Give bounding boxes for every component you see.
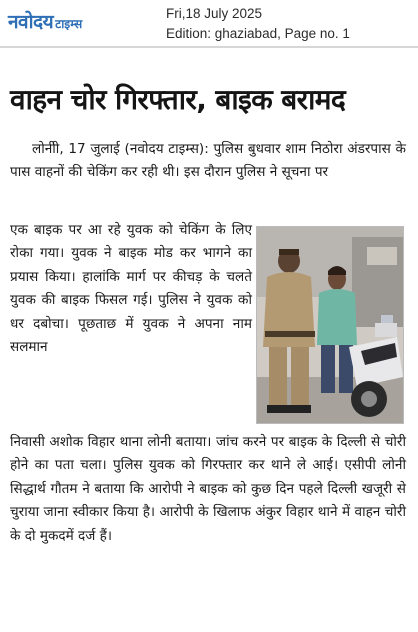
article-headline: वाहन चोर गिरफ्तार, बाइक बरामद xyxy=(10,83,346,116)
edition-info xyxy=(166,4,350,44)
masthead xyxy=(0,0,418,46)
article-paragraph-intro: लोनीी, 17 जुलाई (नवोदय टाइम्स): पुलिस बुधवार शाम निठोरा अंडरपास के पास वाहनों की चेकिंग कर रही थी। इस दौरान पुलिस ने सूचना पर xyxy=(10,141,406,181)
logo-sub-text: टाइम्स xyxy=(55,17,83,31)
logo-main-text: नवोदय xyxy=(8,11,54,33)
article-paragraph-beside-photo: एक बाइक पर आ रहे युवक को चेकिंग के लिए रोका गया। युवक ने बाइक मोड कर भागने का प्रयास किया। हालांकि मार्ग पर कीचड़ के चलते युवक की बाइक फिसल गई। पुलिस ने युवक को धर दबोचा। पूछताछ में युवक ने अपना नाम सलमान xyxy=(10,222,252,356)
edition-page: Edition: ghaziabad, Page no. 1 xyxy=(166,26,350,41)
news-photo xyxy=(256,226,404,424)
issue-date: Fri,18 July 2025 xyxy=(166,6,263,21)
news-photo-illustration xyxy=(257,227,403,423)
masthead-divider xyxy=(0,46,418,48)
newspaper-logo xyxy=(8,8,82,34)
article-paragraph-rest: निवासी अशोक विहार थाना लोनी बताया। जांच करने पर बाइक के दिल्ली से चोरी होने का पता चला। पुलिस युवक को गिरफ्तार कर थाने ले आई। एसीपी लोनी सिद्धार्थ गौतम ने बताया कि आरोपी ने बाइक को कुछ दिन पहले दिल्ली खजूरी से चुराया जाना स्वीकार किया है। आरोपी के खिलाफ अंकुर विहार थाने में वाहन चोरी के दो मुकदमें दर्ज हैं। xyxy=(10,434,406,544)
